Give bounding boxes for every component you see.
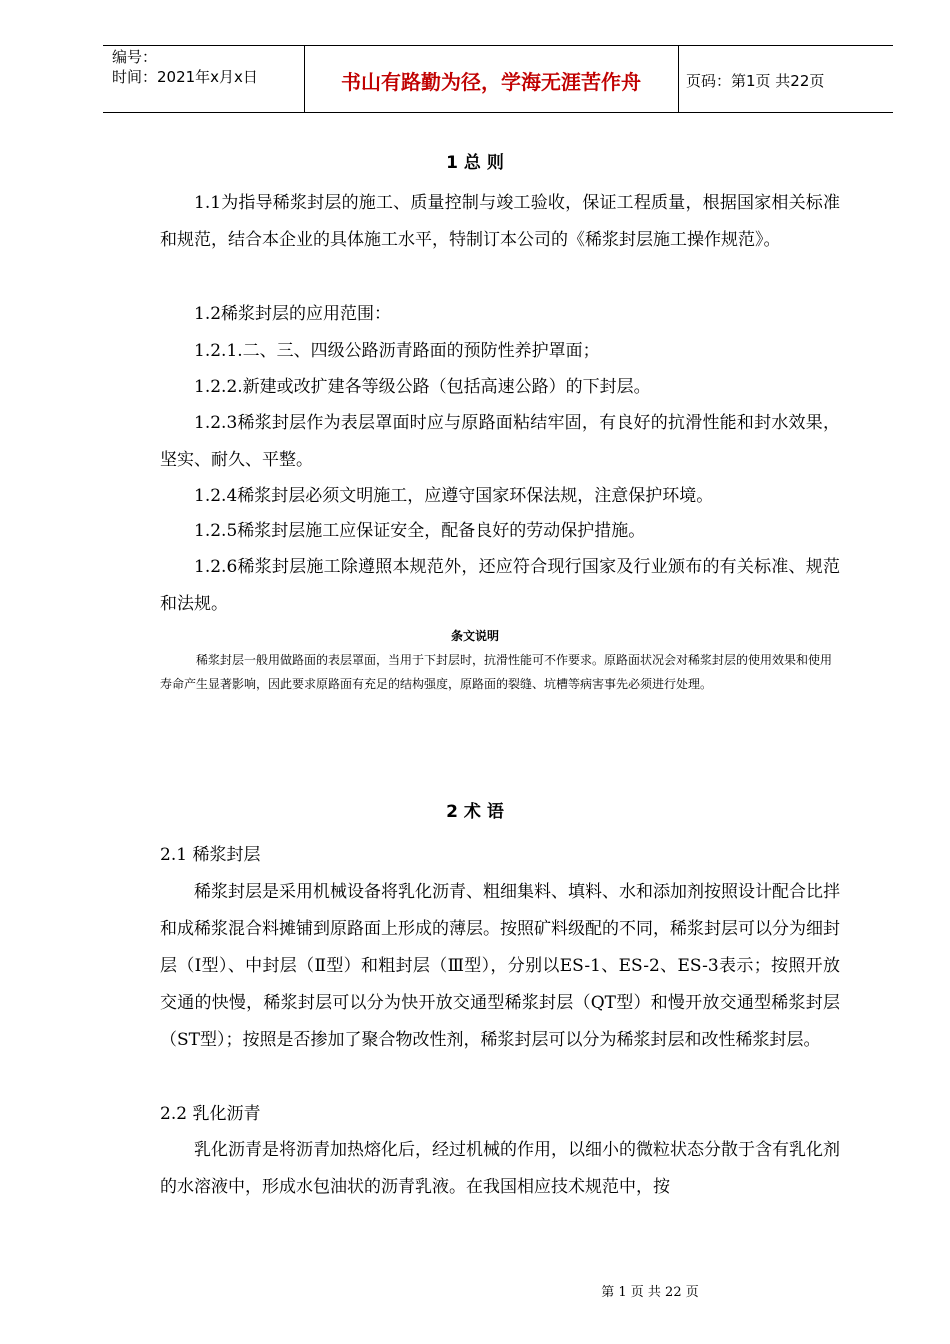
paragraph: 1.1为指导稀浆封层的施工、质量控制与竣工验收，保证工程质量，根据国家相关标准和规范，结合本企业的具体施工水平，特制订本公司的《稀浆封层施工操作规范》。 [160,193,840,250]
paragraph: 1.2.6稀浆封层施工除遵照本规范外，还应符合现行国家及行业颁布的有关标准、规范和法规。 [160,557,840,614]
page-footer [0,1281,950,1300]
header-meta [112,47,258,87]
paragraph: 1.2.3稀浆封层作为表层罩面时应与原路面粘结牢固，有良好的抗滑性能和封水效果，坚实、耐久、平整。 [160,413,840,470]
paragraph: 1.2.2.新建或改扩建各等级公路（包括高速公路）的下封层。 [194,377,651,397]
section-1-title: 1 总 则 [446,153,504,173]
paragraph: 1.2.1.二、三、四级公路沥青路面的预防性养护罩面； [194,341,600,361]
header-top-rule [103,45,893,46]
term-heading: 2.1 稀浆封层 [160,845,261,865]
paragraph: 1.2稀浆封层的应用范围： [194,304,392,324]
note-text: 稀浆封层一般用做路面的表层罩面，当用于下封层时，抗滑性能可不作要求。原路面状况会对稀浆封层的使用效果和使用寿命产生显著影响，因此要求原路面有充足的结构强度，原路面的裂缝、坑槽等病害事先必须进行处理。 [160,653,833,691]
header-bottom-rule [103,112,893,113]
term-heading: 2.2 乳化沥青 [160,1104,261,1124]
header-divider [678,45,679,113]
header-motto: 书山有路勤为径，学海无涯苦作舟 [341,70,641,94]
footer-page-number: 第 1 页 共 22 页 [601,1285,699,1300]
document-number-label: 编号： [112,48,158,66]
paragraph: 稀浆封层是采用机械设备将乳化沥青、粗细集料、填料、水和添加剂按照设计配合比拌和成稀浆混合料摊铺到原路面上形成的薄层。按照矿料级配的不同，稀浆封层可以分为细封层（Ⅰ型）、中封层（Ⅱ型）和粗封层（Ⅲ型），分别以ES-1、ES-2、ES-3表示；按照开放交通的快慢，稀浆封层可以分为快开放交通型稀浆封层（QT型）和慢开放交通型稀浆封层（ST型）；按照是否掺加了聚合物改性剂，稀浆封层可以分为稀浆封层和改性稀浆封层。 [160,882,840,1050]
paragraph: 1.2.5稀浆封层施工应保证安全，配备良好的劳动保护措施。 [194,521,646,541]
paragraph: 1.2.4稀浆封层必须文明施工，应遵守国家环保法规，注意保护环境。 [194,486,714,506]
header-page-info: 页码：第1页 共22页 [686,72,825,90]
paragraph: 乳化沥青是将沥青加热熔化后，经过机械的作用，以细小的微粒状态分散于含有乳化剂的水溶液中，形成水包油状的沥青乳液。在我国相应技术规范中，按 [160,1140,840,1197]
section-2-title: 2 术 语 [446,802,504,822]
document-date: 时间：2021年x月x日 [112,68,258,86]
note-title: 条文说明 [450,629,499,643]
